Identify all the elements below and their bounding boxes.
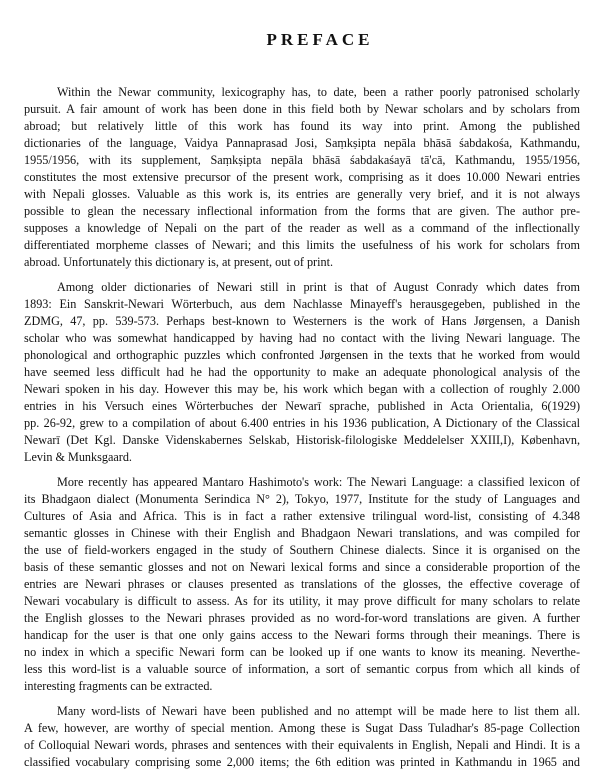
text-line: no index in which a specific Newari form can be looked up if one wants to know its meaning. Neverthe-: [24, 645, 580, 659]
text-line: classified vocabulary comprising some 2,000 items; the 6th edition was printed in Kathmandu in 1965 and: [24, 755, 580, 769]
text-line: entries are Newari phrases or clauses presented as translations of the glosses, the effective coverage of: [24, 577, 580, 591]
text-line: less this word-list is a valuable source of information, a sort of semantic corpus from which all kinds of: [24, 662, 580, 676]
text-line: the use of field-workers engaged in the study of Southern Chinese dialects. Since it is organised on the: [24, 543, 580, 557]
text-line: Among older dictionaries of Newari still in print is that of August Conrady which dates from: [57, 280, 580, 294]
text-line: 1893: Ein Sanskrit-Newari Wörterbuch, aus dem Nachlasse Minayeff's herausgegeben, published in the: [24, 297, 580, 311]
text-line: 1955/1956, with its supplement, Saṃkṣipta nepāla bhāsā śabdakaśayā tā'cā, Kathmandu, 1955/1956,: [24, 153, 580, 167]
text-line: interesting fragments can be extracted.: [24, 679, 213, 693]
text-line: the English glosses to the Newari phrases provided as no word-for-word translations are given. A further: [24, 611, 580, 625]
text-line: More recently has appeared Mantaro Hashimoto's work: The Newari Language: a classified lexicon of: [57, 475, 580, 489]
text-line: possible to glean the necessary inflectional information from the forms that are given. The author pre-: [24, 204, 580, 218]
page-title: PREFACE: [266, 30, 374, 49]
text-line: pursuit. A fair amount of work has been done in this field both by Newar scholars and by scholars from: [24, 102, 580, 116]
text-line: abroad; but relatively little of this work has found its way into print. Among the published: [24, 119, 580, 133]
text-line: have seemed less difficult had he had the opportunity to make an adequate phonological analysis of the: [24, 365, 580, 379]
text-line: scholar who was somewhat handicapped by having had no contact with the living Newari language. The: [24, 331, 580, 345]
text-line: basis of these semantic glosses and not on Newari lexical forms and since a considerable proportion of the: [24, 560, 580, 574]
text-line: Many word-lists of Newari have been published and no attempt will be made here to list them all.: [57, 704, 580, 718]
text-line: with Nepali glosses. Valuable as this work is, its entries are generally very brief, and it is not always: [24, 187, 580, 201]
paragraph-3: [24, 474, 580, 695]
text-line: ZDMG, 47, pp. 539-573. Perhaps best-known to Westerners is the work of Hans Jørgensen, a Danish: [24, 314, 580, 328]
text-line: Newarī (Det Kgl. Danske Videnskabernes Selskab, Historisk-filologiske Meddelelser XXIII,I), København,: [24, 433, 580, 447]
paragraph-1: [24, 84, 580, 271]
text-line: Cultures of Asia and Africa. This is in fact a rather extensive trilingual word-list, consisting of 4.348: [24, 509, 580, 523]
text-line: A few, however, are worthy of special mention. Among these is Sugat Dass Tuladhar's 85-page Collection: [24, 721, 580, 735]
paragraph-2: [24, 279, 580, 466]
text-line: pp. 26-92, grew to a compilation of about 6.400 entries in his 1936 publication, A Dictionary of the Classical: [24, 416, 580, 430]
text-line: handicap for the user is that one only gains access to the Newari forms through their meanings. There is: [24, 628, 580, 642]
text-line: entries in his Versuch eines Wörterbuches der Newarī sprache, published in Acta Orientalia, 6(1929): [24, 399, 580, 413]
text-line: semantic glosses in Chinese with their English and Bhadgaon Newari translations, and was compiled for: [24, 526, 580, 540]
text-line: Levin & Munksgaard.: [24, 450, 132, 464]
text-line: Newari vocabulary is difficult to assess. As for its utility, it may prove difficult for many scholars to relate: [24, 594, 580, 608]
text-line: Within the Newar community, lexicography has, to date, been a rather poorly patronised scholarly: [57, 85, 580, 99]
text-line: its Bhadgaon dialect (Monumenta Serindica N° 2), Tokyo, 1977, Institute for the study of Languages and: [24, 492, 580, 506]
text-line: Newari spoken in his day. However this may be, his work which began with a collection of roughly 2.000: [24, 382, 580, 396]
paragraph-4: [24, 703, 580, 771]
text-line: phonological and orthographic puzzles which confronted Jørgensen in the texts that he worked from would: [24, 348, 580, 362]
text-line: of Colloquial Newari words, phrases and sentences with their equivalents in English, Nepali and Hindi. It is a: [24, 738, 580, 752]
text-line: differentiated morpheme classes of Newari; and this limits the usefulness of his work for scholars from: [24, 238, 580, 252]
text-line: dictionaries of the language, Vaidya Pannaprasad Josi, Saṃkṣipta nepāla bhāsā śabdakośa, Kathmandu,: [24, 136, 580, 150]
text-line: supposes a knowledge of Nepali on the part of the reader as well as a command of the inflectionally: [24, 221, 580, 235]
text-line: constitutes the most extensive precursor of the present work, comprising as it does 10.000 Newari entries: [24, 170, 580, 184]
text-line: abroad. Unfortunately this dictionary is, at present, out of print.: [24, 255, 334, 269]
